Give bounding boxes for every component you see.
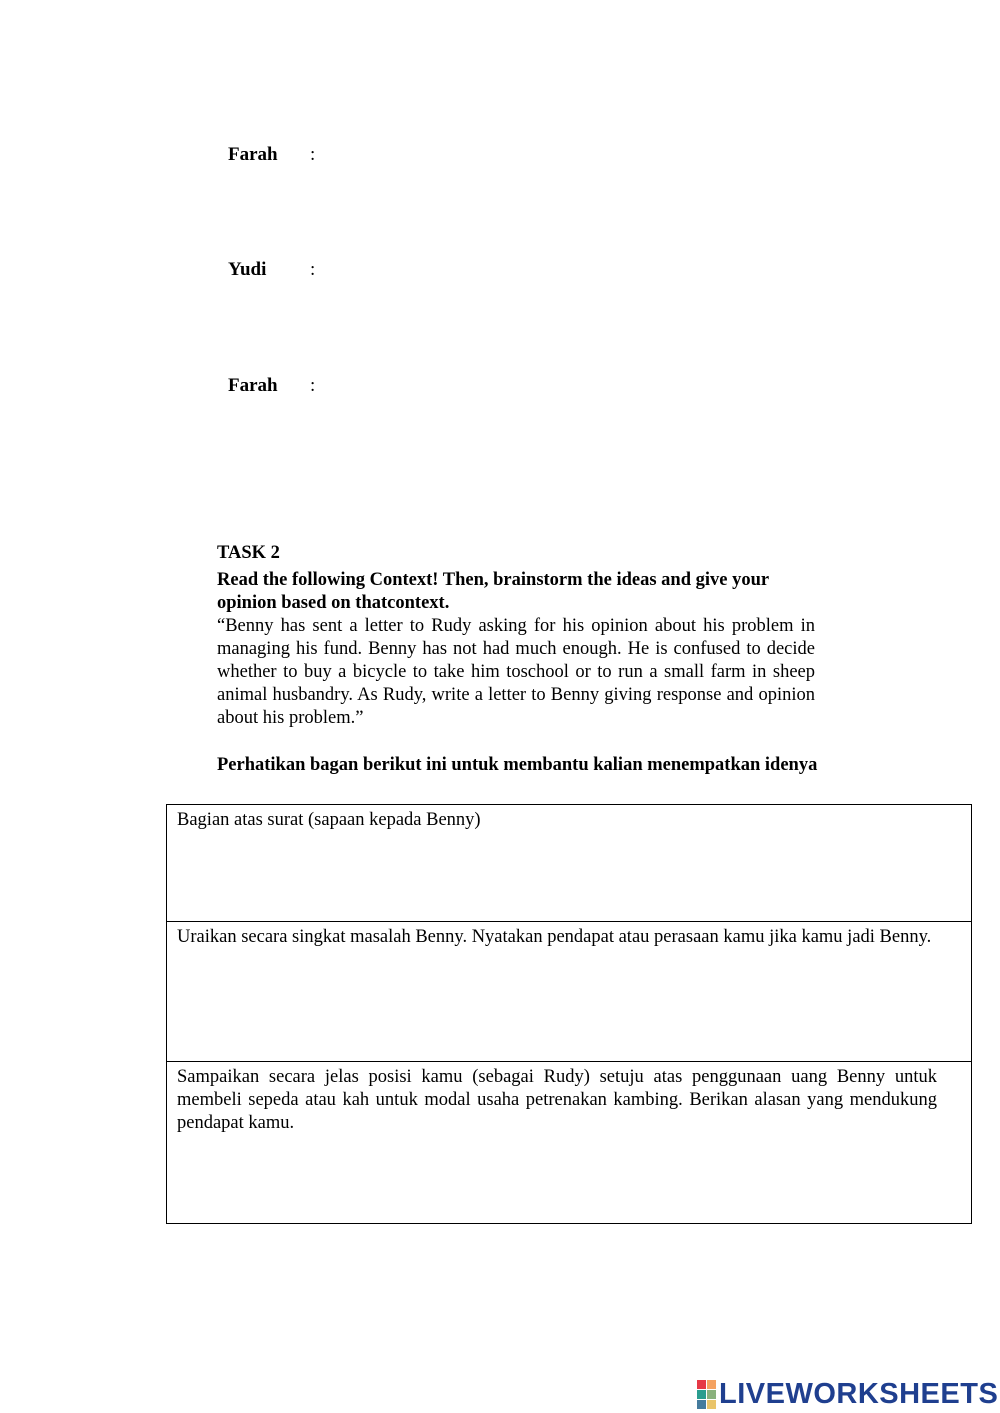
dialogue-line-yudi	[228, 259, 728, 289]
task-context: “Benny has sent a letter to Rudy asking for his opinion about his problem in managing his fund. Benny has not had much enough. He is confused to decide whether to buy a bicycle to take him toschool or to run a small farm in sheep animal husbandry. As Rudy, write a letter to Benny giving response and opinion about his problem.”	[217, 616, 815, 728]
speaker-name: Farah	[228, 144, 278, 165]
liveworksheets-logo	[697, 1378, 998, 1410]
section-prompt: Uraikan secara singkat masalah Benny. Nyatakan pendapat atau perasaan kamu jika kamu jadi Benny.	[177, 927, 932, 947]
dialogue-line-farah-2	[228, 375, 728, 405]
opinion-answer-field[interactable]	[177, 1142, 961, 1215]
greeting-answer-field[interactable]	[177, 839, 961, 913]
chart-instruction: Perhatikan bagan berikut ini untuk membantu kalian menempatkan idenya	[217, 755, 818, 775]
colon: :	[310, 375, 316, 396]
problem-answer-field[interactable]	[177, 978, 961, 1053]
task-instruction: Read the following Context! Then, brainstorm the ideas and give your opinion based on thatcontext.	[217, 570, 769, 613]
dialogue-answer-input-3[interactable]	[328, 371, 812, 399]
colon: :	[310, 259, 316, 280]
letter-section-opinion	[166, 1061, 972, 1224]
dialogue-line-farah-1	[228, 144, 728, 174]
dialogue-answer-input-2[interactable]	[328, 255, 812, 283]
dialogue-answer-input-1[interactable]	[328, 140, 812, 168]
letter-section-greeting	[166, 804, 972, 922]
section-prompt: Sampaikan secara jelas posisi kamu (sebagai Rudy) setuju atas penggunaan uang Benny untuk membeli sepeda atau kah untuk modal usaha petrenakan kambing. Berikan alasan yang mendukung pendapat kamu.	[177, 1067, 937, 1133]
task-title: TASK 2	[217, 543, 280, 563]
colon: :	[310, 144, 316, 165]
letter-section-problem	[166, 921, 972, 1062]
speaker-name: Yudi	[228, 259, 267, 280]
brand-wordmark: LIVEWORKSHEETS	[719, 1377, 999, 1410]
section-prompt: Bagian atas surat (sapaan kepada Benny)	[177, 810, 481, 830]
logo-icon	[697, 1380, 716, 1409]
speaker-name: Farah	[228, 375, 278, 396]
